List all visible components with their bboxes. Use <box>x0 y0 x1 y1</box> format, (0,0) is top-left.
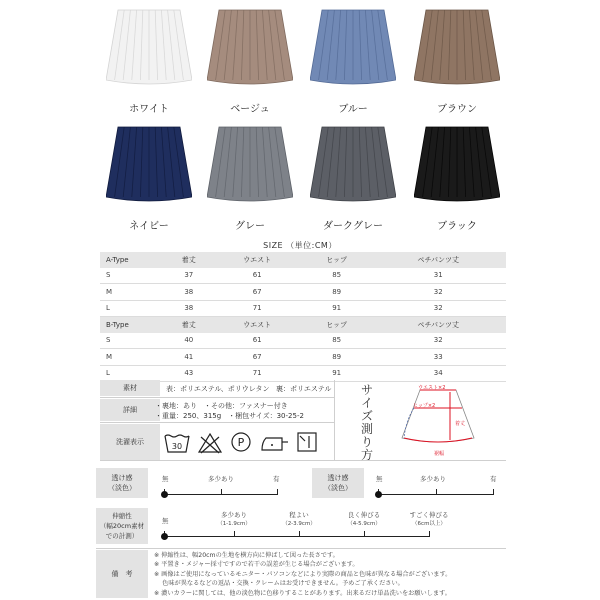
skirt-icon <box>310 125 396 205</box>
stretch-level-label: すごく伸びる <box>409 511 449 519</box>
table-header-cell: ペチパンツ丈 <box>371 252 506 268</box>
table-cell: 38 <box>166 300 212 317</box>
stretch-level-label: 良く伸びる <box>347 511 381 519</box>
material-value-1: 表：ポリエステル、ポリウレタン <box>166 385 270 393</box>
wash-label: 洗濯表示 <box>100 424 160 460</box>
sheer2-marker <box>375 491 382 498</box>
sheer-has: 有 <box>273 475 280 483</box>
no-bleach-icon <box>197 432 223 454</box>
hem-label: 裾幅 <box>434 451 445 457</box>
wash-temp-text: 30 <box>171 442 183 451</box>
details-label: 詳細 <box>100 399 160 421</box>
swatch-label: ブラック <box>437 221 477 232</box>
skirt-icon <box>207 8 293 88</box>
divider <box>96 548 506 549</box>
table-cell: 61 <box>212 333 303 349</box>
note-line: ※ 濃いカラーに関しては、他の淡色物に色移りすることがあります。出来るだけ単品洗いをお願いします。 <box>154 589 451 597</box>
table-cell: 38 <box>166 284 212 301</box>
table-cell: L <box>100 365 166 382</box>
sheer-label <box>96 468 148 498</box>
divider <box>100 460 506 461</box>
note-line: ※ 平置き・メジャー採寸ですので若干の誤差が生じる場合がございます。 <box>154 561 359 569</box>
skirt-icon <box>207 125 293 205</box>
skirt-icon <box>414 125 500 205</box>
waist-label: ウエスト×2 <box>418 385 446 391</box>
table-cell: 43 <box>166 365 212 382</box>
dry-clean-p-icon <box>230 431 252 453</box>
material-value-2: 裏：ポリエステル <box>276 385 332 393</box>
table-header-cell: ウエスト <box>212 317 303 333</box>
swatch-4 <box>106 125 192 245</box>
stretch-level-range: （1-1.9cm） <box>217 521 251 527</box>
table-cell: 67 <box>212 349 303 366</box>
divider <box>100 397 334 398</box>
line-dry-icon <box>296 431 318 453</box>
stretch-label-sub1: （幅20cm素材 <box>99 522 145 530</box>
sheer-none: 無 <box>162 475 169 483</box>
table-cell: S <box>100 333 166 349</box>
table-row <box>100 333 506 349</box>
swatch-label: ブルー <box>338 104 368 115</box>
sheer2-none: 無 <box>376 475 383 483</box>
stretch-label-main: 伸縮性 <box>112 512 132 520</box>
table-cell: 40 <box>166 333 212 349</box>
iron-low-icon <box>260 434 290 452</box>
swatch-label: ネイビー <box>129 221 169 232</box>
table-header-cell: ウエスト <box>212 252 303 268</box>
swatch-7 <box>414 125 500 245</box>
table-cell: 31 <box>371 268 506 284</box>
swatch-label: ブラウン <box>437 104 477 115</box>
table-row <box>100 268 506 284</box>
details-line-1: ・裏地：あり ・その他：ファスナー付き <box>155 402 288 410</box>
swatch-label: ホワイト <box>129 104 169 115</box>
stretch-label <box>96 508 148 544</box>
swatch-3 <box>414 8 500 128</box>
table-cell: 71 <box>212 300 303 317</box>
stretch-level-label: 多少あり <box>221 511 247 519</box>
swatch-label: ベージュ <box>230 104 270 115</box>
swatch-0 <box>106 8 192 128</box>
table-header-cell: ヒップ <box>303 252 371 268</box>
table-header-cell: ペチパンツ丈 <box>371 317 506 333</box>
sheer2-has: 有 <box>490 475 497 483</box>
table-header-cell: B-Type <box>100 317 166 333</box>
notes-label: 備 考 <box>96 550 148 598</box>
table-header-cell: 着丈 <box>166 317 212 333</box>
sheer-scale <box>164 494 278 495</box>
table-cell: S <box>100 268 166 284</box>
skirt-icon <box>106 8 192 88</box>
notes-list <box>154 551 504 598</box>
table-cell: 41 <box>166 349 212 366</box>
wash-30-icon <box>163 432 191 454</box>
swatch-label: ダークグレー <box>323 221 383 232</box>
length-label: 着丈 <box>455 421 466 427</box>
stretch-level-range: （6cm以上） <box>412 521 446 527</box>
sheer-marker <box>161 491 168 498</box>
table-cell: 91 <box>303 300 371 317</box>
swatch-label: グレー <box>235 221 265 232</box>
swatch-1 <box>207 8 293 128</box>
table-cell: 71 <box>212 365 303 382</box>
swatch-6 <box>310 125 396 245</box>
svg-text:P: P <box>237 436 245 449</box>
sheer2-scale <box>378 494 494 495</box>
material-label: 素材 <box>100 380 160 396</box>
table-cell: 85 <box>303 333 371 349</box>
sheer2-some: 多少あり <box>420 475 446 483</box>
table-row <box>100 284 506 301</box>
note-line: ※ 画像はご使用になっているモニター・パソコンなどにより実際の商品と色味が異なる場合がございます。 <box>154 570 452 578</box>
stretch-level-range: （4-5.9cm） <box>347 521 381 527</box>
table-cell: L <box>100 300 166 317</box>
size-table <box>100 252 506 382</box>
table-header-row <box>100 317 506 333</box>
table-cell: 85 <box>303 268 371 284</box>
table-cell: 61 <box>212 268 303 284</box>
table-cell: 33 <box>371 349 506 366</box>
stretch-level-range: （2-3.9cm） <box>282 521 316 527</box>
table-cell: 34 <box>371 365 506 382</box>
table-cell: 32 <box>371 284 506 301</box>
divider <box>334 380 335 460</box>
stretch-scale <box>164 536 430 537</box>
stretch-none: 無 <box>162 517 169 525</box>
sheer-some: 多少あり <box>208 475 234 483</box>
table-cell: 89 <box>303 349 371 366</box>
table-cell: 67 <box>212 284 303 301</box>
skirt-icon <box>414 8 500 88</box>
table-row <box>100 349 506 366</box>
table-header-cell: A-Type <box>100 252 166 268</box>
sheer2-label-main: 透け感 <box>327 474 349 482</box>
note-line: ※ 伸縮性は、幅20cmの生地を横方向に伸ばして図った長さです。 <box>154 552 339 559</box>
table-header-row <box>100 252 506 268</box>
swatch-2 <box>310 8 396 128</box>
details-line-2: ・重量：250、315g ・梱包サイズ：30-25-2 <box>155 412 304 420</box>
table-row <box>100 300 506 317</box>
table-cell: M <box>100 349 166 366</box>
skirt-icon <box>310 8 396 88</box>
table-header-cell: 着丈 <box>166 252 212 268</box>
divider <box>100 422 334 423</box>
stretch-level-label: 程よい <box>289 511 309 519</box>
stretch-marker <box>161 533 168 540</box>
table-cell: 89 <box>303 284 371 301</box>
skirt-icon <box>106 125 192 205</box>
sheer-label-main: 透け感 <box>111 474 133 482</box>
sheer-label-2 <box>312 468 364 498</box>
note-line: 色味が異なるなどの返品・交換・クレームはお受けできません。予めご了承ください。 <box>154 580 404 588</box>
hip-label: ヒップ×2 <box>413 403 436 409</box>
table-cell: 91 <box>303 365 371 382</box>
table-cell: 37 <box>166 268 212 284</box>
table-cell: M <box>100 284 166 301</box>
swatch-5 <box>207 125 293 245</box>
stretch-label-sub2: での計測） <box>105 532 139 540</box>
measure-title: サイズ測り方 <box>361 383 374 462</box>
sheer-label-sub: （淡色） <box>108 484 136 492</box>
table-header-cell: ヒップ <box>303 317 371 333</box>
sheer2-label-sub: （淡色） <box>324 484 352 492</box>
size-title: SIZE （単位:CM） <box>263 241 337 250</box>
table-cell: 32 <box>371 333 506 349</box>
table-cell: 32 <box>371 300 506 317</box>
skirt-measure-diagram <box>390 380 500 460</box>
